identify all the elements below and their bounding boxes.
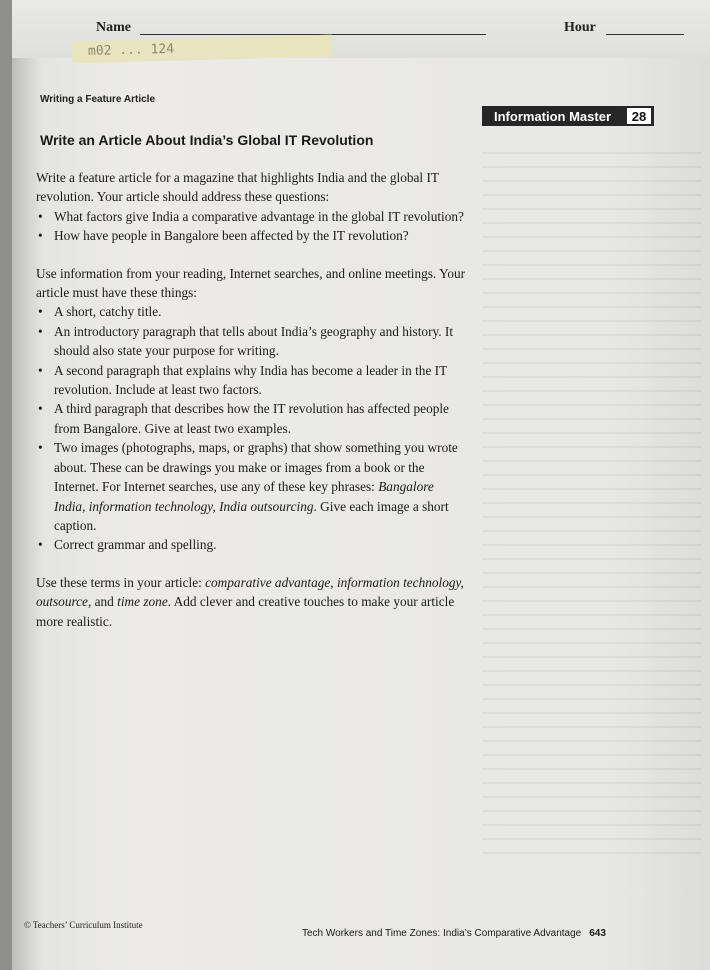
chapter-title: Tech Workers and Time Zones: India’s Comparative Advantage (302, 928, 582, 939)
closing-tail: . Add clever and creative touches to make your article more realistic. (36, 594, 455, 629)
question-item: • How have people in Bangalore been affected by the IT revolution? (36, 226, 466, 245)
requirement-item: • A short, catchy title. (36, 302, 466, 321)
bleed-through-text (482, 140, 702, 860)
information-master-box (482, 106, 654, 126)
questions-list (36, 207, 466, 246)
requirement-text: Two images (photographs, maps, or graphs) that show something you wrote about. These can be drawings you make or images from a book or the Internet. For Internet searches, use any of these key phrases: (54, 440, 458, 495)
section-tag: Writing a Feature Article (40, 94, 156, 105)
copyright-footer: © Teachers’ Curriculum Institute (24, 920, 143, 930)
hour-field-line[interactable] (606, 34, 684, 35)
closing-terms: comparative advantage, information technology, outsource, (36, 574, 464, 610)
requirements-intro: Use information from your reading, Internet searches, and online meetings. Your article must have these things: (36, 265, 466, 301)
requirement-item: • An introductory paragraph that tells about India’s geography and history. It should also state your purpose for writing. (36, 322, 466, 361)
handwritten-text: m02 ... 124 (87, 41, 175, 59)
information-master-label: Information Master (494, 108, 612, 124)
closing-lead: Use these terms in your article: (36, 574, 206, 590)
information-master-number: 28 (626, 107, 652, 125)
page-number: 643 (589, 928, 606, 939)
closing-term-time-zone: time zone (117, 594, 168, 610)
requirements-list (36, 302, 466, 554)
key-phrases: Bangalore India, information technology, India outsourcing (54, 479, 434, 514)
body-text (36, 168, 466, 631)
requirement-item (36, 438, 466, 535)
question-item: • What factors give India a comparative advantage in the global IT revolution? (36, 207, 466, 226)
requirement-tail: . Give each image a short caption. (54, 498, 449, 533)
intro-paragraph: Write a feature article for a magazine that highlights India and the global IT revolution. Your article should address these questions: (36, 170, 439, 205)
worksheet-page (12, 0, 710, 970)
closing-mid: and (91, 594, 118, 610)
name-label: Name (96, 20, 131, 35)
requirement-item: • Correct grammar and spelling. (36, 535, 466, 554)
closing-paragraph (36, 573, 466, 631)
requirement-item: • A second paragraph that explains why India has become a leader in the IT revolution. Include at least two factors. (36, 361, 466, 400)
page-title: Write an Article About India’s Global IT Revolution (40, 132, 374, 148)
chapter-footer (302, 928, 606, 939)
hour-label: Hour (564, 20, 596, 35)
requirement-item: • A third paragraph that describes how the IT revolution has affected people from Bangalore. Give at least two examples. (36, 399, 466, 438)
